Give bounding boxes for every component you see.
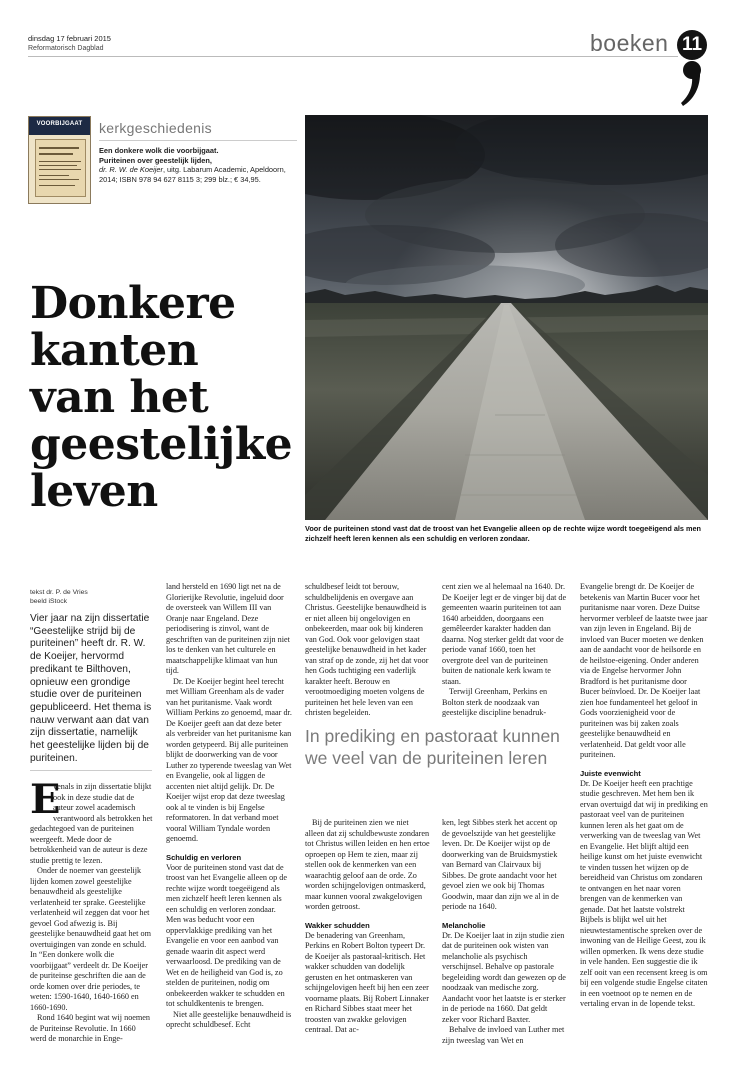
category-divider xyxy=(99,140,297,141)
headline-line: geestelijke xyxy=(30,419,293,470)
article-intro: Vier jaar na zijn dissertatie “Geestelijke strijd bij de puriteinen” heeft dr. R. W. de Koeijer, hervormd predikant te Bilthoven, opnieuw een grondige studie over de puriteinen gepubliceerd. Het thema is nauw verwant aan dat van zijn dissertatie, namelijk het geestelijke lijden bij de puriteinen. xyxy=(30,613,152,764)
body-paragraph: Onder de noemer van geestelijk lijden komen zowel geestelijke benauwdheid als geestelijke verlatenheid ter sprake. Geestelijke verlatenheid wil zeggen dat voor het gevoel God afwezig is. Bij geestelijke benauwdheid gaat het om overtuigingen van zonde en schuld. In “Een donkere wolk die voorbijgaat” verdeelt dr. De Koeijer de puriteinse geschriften die aan de orde komen over drie periodes, te weten: 1590-1640, 1640-1660 en 1660-1690. xyxy=(30,866,151,1012)
headline-line: van het xyxy=(30,372,209,423)
body-paragraph: ken, legt Sibbes sterk het accent op de gevoelszijde van het geestelijke leven. Dr. De Koeijer wijst op de doorwerking van de Bruidsmystiek van Bernard van Clairvaux bij Sibbes. De grote aandacht voor het gevoel zien we ook bij Thomas Goodwin, maar dan zijn we al in de periode na 1640. xyxy=(442,818,559,911)
body-column-4-bottom xyxy=(442,818,567,1059)
headline-line: Donkere xyxy=(30,278,236,329)
body-paragraph: Bij de puriteinen zien we niet alleen dat zij schuldbewuste zondaren tot Christus willen leiden en hen ertoe oproepen op Hem te zien, maar zij stellen ook de kenmerken van een waarachtig geloof aan de orde. Zo worden schijngelovigen ontmaskerd, maar kunnen vooral zwakgelovigen worden getroost. xyxy=(305,818,430,911)
body-paragraph: Voor de puriteinen stond vast dat de troost van het Evangelie alleen op de rechte wijze wordt toegeëigend als men zichzelf heeft leren kennen als een schuldig en verloren zondaar. Men was beducht voor een oppervlakkige prediking van het Evangelie en voor een aanbod van genade waarin dit aspect werd verwaarloosd. De prediking van de Wet en de heiligheid van God is, zo stelden de puriteinen, nodig om onbekeerden wakker te schudden en tot schuldkentenis te brengen. xyxy=(166,862,287,1008)
headline-line: leven xyxy=(30,466,158,517)
book-publisher-details: , uitg. Labarum Academic, Apeldoorn, 2014; ISBN 978 94 627 8115 3; 299 blz.; € 34,95. xyxy=(99,165,286,184)
book-title-line1: Een donkere wolk die voorbijgaat. xyxy=(99,146,219,155)
body-paragraph: E venals in zijn dissertatie blijkt ook in deze studie dat de auteur zowel academisch verantwoord als betrokken het gedachtegoed van de puriteinen weergeeft. Mede door de betrokkenheid van de auteur is deze studie prettig te lezen. xyxy=(30,782,153,865)
body-paragraph: Dr. De Koeijer laat in zijn studie zien dat de puriteinen ook wisten van melancholie als psychisch verschijnsel. Behalve op pastorale begeleiding wordt dan gewezen op de noodzaak van medische zorg. Aandacht voor het laatste is er sterker in de periode na 1660. Dat geldt zeker voor Richard Baxter. xyxy=(442,930,566,1024)
body-column-3-bottom xyxy=(305,818,430,1059)
body-column-1 xyxy=(30,782,154,1057)
comma-icon xyxy=(681,60,703,108)
subheading: Juiste evenwicht xyxy=(580,768,641,778)
byline-photo-credit: beeld iStock xyxy=(30,598,68,605)
body-paragraph: Rond 1640 begint wat wij noemen de Puriteinse Revolutie. In 1660 werd de monarchie in Enge- xyxy=(30,1013,151,1043)
body-column-5 xyxy=(580,582,708,1059)
body-column-4-top xyxy=(442,582,567,722)
stormy-road-photo xyxy=(305,115,708,520)
body-paragraph: schuldbesef leidt tot berouw, schuldbelijdenis en overgave aan Christus. Geestelijke benauwdheid is er niet alleen bij ongelovigen en onbekeerden, maar ook bij kinderen van God. Ook voor gelovigen staat geestelijke benauwdheid in het kader van straf op de zonde, zij het dat voor hen Gods tuchtiging een vaderlijk karakter heeft. Berouw en verootmoediging moeten volgens de puriteinen het hele leven van een christen begeleiden. xyxy=(305,582,429,717)
book-details xyxy=(99,146,299,184)
newspaper-name: Reformatorisch Dagblad xyxy=(28,45,104,52)
book-author: dr. R. W. de Koeijer xyxy=(99,165,163,175)
body-paragraph: Niet alle geestelijke benauwdheid is oprecht schuldbesef. Echt xyxy=(166,1009,292,1029)
book-title-line2: Puriteinen over geestelijk lijden, xyxy=(99,155,212,165)
photo-caption: Voor de puriteinen stond vast dat de troost van het Evangelie alleen op de rechte wijze wordt toegeëigend als men zichzelf heeft leren kennen als een schuldig en verloren zondaar. xyxy=(305,524,702,543)
page-number: 11 xyxy=(677,30,707,60)
subheading: Melancholie xyxy=(442,920,486,930)
issue-date: dinsdag 17 februari 2015 xyxy=(28,34,111,43)
body-paragraph: De benadering van Greenham, Perkins en Robert Bolton typeert Dr. de Koeijer als pastoraal-kritisch. Het wakker schudden van dodelijk gerusten en het ontmaskeren van schijngelovigen heeft bij hen een zeer voorname plaats. Bij Robert Linnaker en Richard Sibbes staat meer het troosten van zwakke gelovigen centraal. Dat ac- xyxy=(305,930,429,1034)
body-paragraph: Evangelie brengt dr. De Koeijer de betekenis van Martin Bucer voor het puritanisme naar voren. Deze Duitse hervormer verbleef de laatste twee jaar van zijn leven in Engeland. Bij de invloed van Bucer moeten we denken aan de aandacht voor de heilsorde en de heilstoe-eigening. Onder anderen via de Engelse hervormer John Bradford is het puritanisme door Bucer beïnvloed. Dr. De Koeijer laat zien hoe fundamenteel het geloof in Gods voorzienigheid voor de puriteinen was bij zaken zoals geestelijke benauwdheid en verlatenheid. Dat geldt voor alle puriteinen. xyxy=(580,582,708,759)
subheading: Schuldig en verloren xyxy=(166,852,242,862)
body-paragraph: Terwijl Greenham, Perkins en Bolton sterk de noodzaak van geestelijke discipline benadruk- xyxy=(442,687,548,717)
intro-divider xyxy=(30,770,152,771)
body-column-2 xyxy=(166,582,292,1059)
body-paragraph: Behalve de invloed van Luther met zijn tweeslag van Wet en xyxy=(442,1025,565,1045)
section-label: boeken xyxy=(590,30,669,56)
drop-cap: E xyxy=(30,782,61,823)
book-category: kerkgeschiedenis xyxy=(99,120,212,136)
header-divider xyxy=(28,56,678,57)
byline-author: tekst dr. P. de Vries xyxy=(30,589,88,596)
body-paragraph: Dr. De Koeijer heeft een prachtige studie geschreven. Met hem ben ik ervan overtuigd dat wij in prediking en pastoraat veel van de puriteinen kunnen leren als het gaat om de verwerking van de tweeslag van Wet en Evangelie. Het blijft altijd een heilige kunst om het juiste evenwicht te vinden tussen het wijzen op de bereidheid van Christus om zondaren te ontvangen en het naar voren brengen van de kenmerken van genade. Dat het laatste volstrekt Bijbels is blijkt wel uit het nieuwtestamentische spreken over de inwoning van de Heilige Geest, zou ik willen opmerken. Ik wens deze studie in vele handen. Een suggestie die ik zelf ooit van een recensent kreeg is om bij een volgende studie Engelse citaten in een voetnoot op te nemen en de vertaling ervan in de lopende tekst. xyxy=(580,778,708,1008)
body-column-3-top xyxy=(305,582,430,722)
subheading: Wakker schudden xyxy=(305,920,370,930)
pull-quote: In prediking en pastoraat kunnen we veel van de puriteinen leren xyxy=(305,726,560,768)
article-headline xyxy=(30,280,300,515)
headline-line: kanten xyxy=(30,325,199,376)
book-cover-title: VOORBIJGAAT xyxy=(36,121,83,127)
book-cover-image xyxy=(28,116,91,204)
body-paragraph: cent zien we al helemaal na 1640. Dr. De Koeijer legt er de vinger bij dat de gemeenten waarin puriteinen tot aan 1640 arbeidden, doorgaans een gemêleerder karakter hadden dan daarna. Nog sterker geldt dat voor de periode vanaf 1660, toen het overgrote deel van de puriteinen buiten de nationale kerk kwam te staan. xyxy=(442,582,567,686)
body-paragraph: land hersteld en 1690 ligt net na de Glorierijke Revolutie, ingeluid door de oversteek van Willem III van Oranje naar Engeland. Deze periodisering is zinvol, want de geschriften van de puriteinen zijn niet los te denken van het culturele en maatschappelijke klimaat van hun tijd. xyxy=(166,582,290,675)
body-paragraph: Dr. De Koeijer begint heel terecht met William Greenham als de vader van het puritanisme. Vaak wordt William Perkins zo genoemd, maar dr. De Koeijer geeft aan dat deze beter als verbreider van het puritanisme kan worden getypeerd. Bij alle puriteinen blijkt de doorwerking van de voor Luther zo typerende tweeslag van Wet en Evangelie, ook al liggen de accenten niet altijd gelijk. Dr. De Koeijer wijst erop dat deze tweeslag ook al te vinden is bij Engelse reformatoren. In dat verband moet vooral William Tyndale worden genoemd. xyxy=(166,676,292,843)
